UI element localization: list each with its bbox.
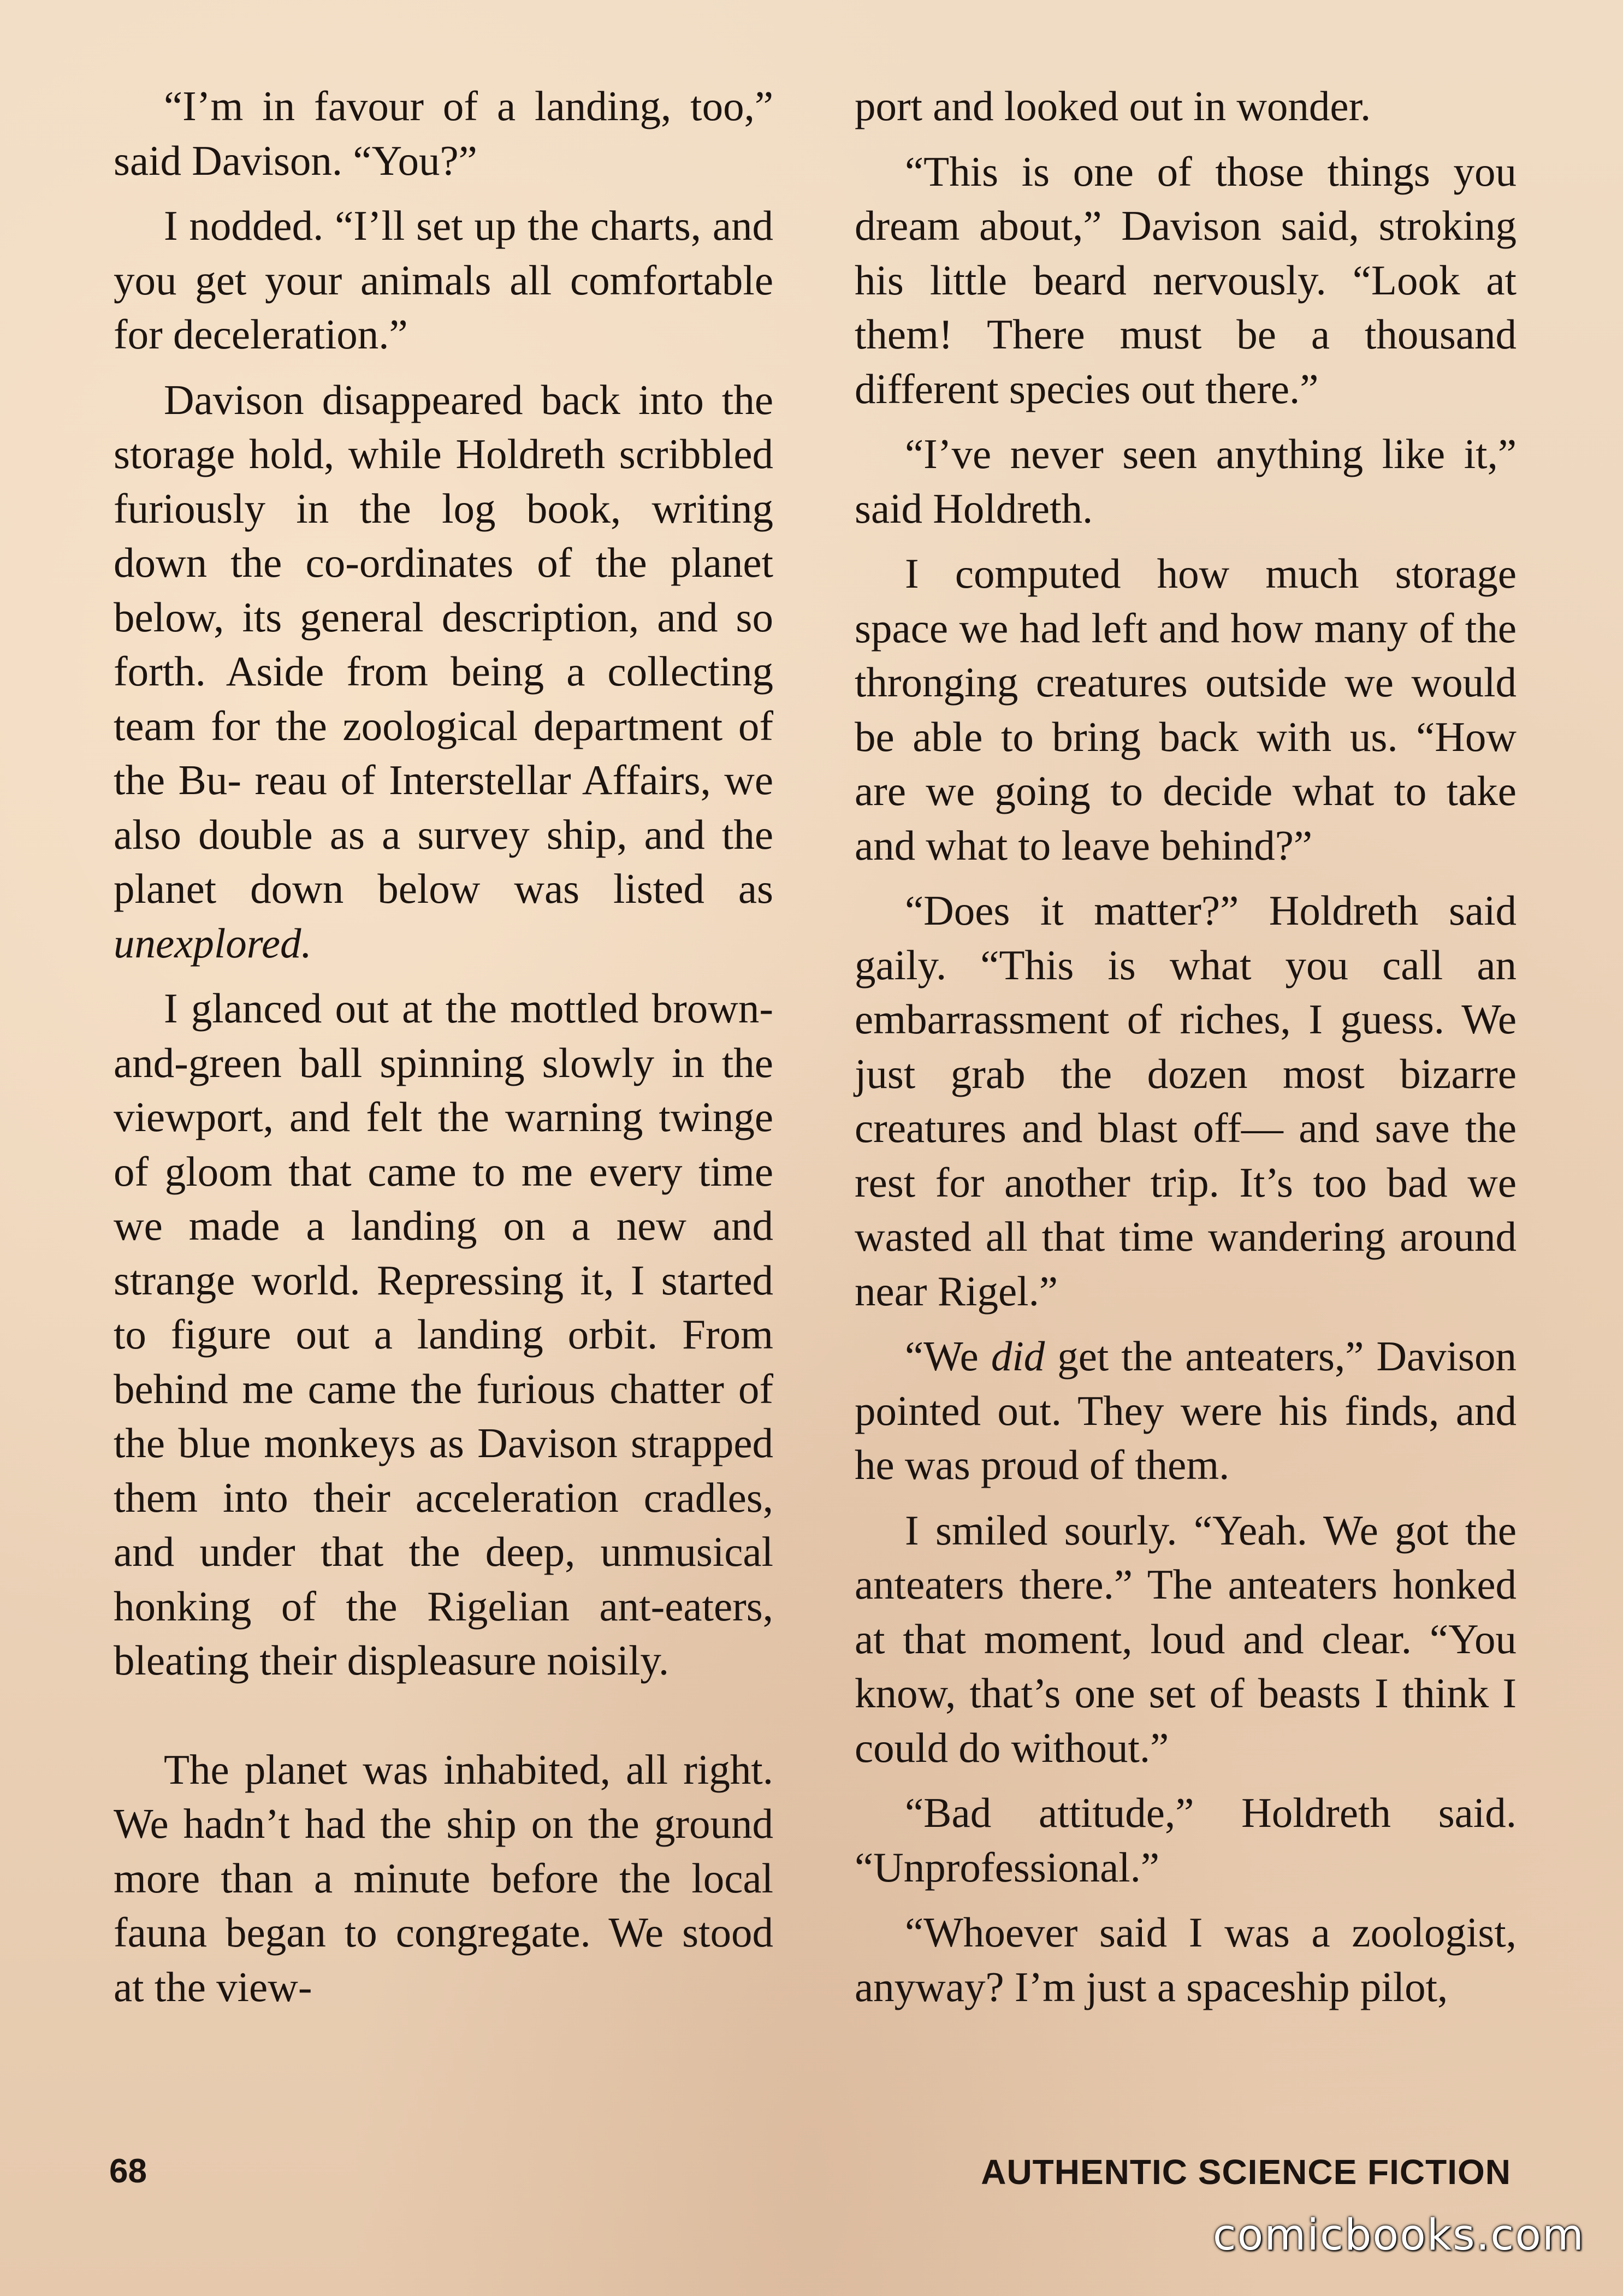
paragraph: “I’m in favour of a landing, too,” said Davison. “You?” bbox=[114, 82, 773, 184]
paragraph bbox=[114, 373, 773, 971]
paragraph: “This is one of those things you dream about,” Davison said, stroking his little beard nervously. “Look at them! There must be a thousand different species out there.” bbox=[855, 147, 1517, 412]
paragraph-text: “We bbox=[905, 1333, 979, 1380]
paragraph: “Bad attitude,” Holdreth said. “Unprofessional.” bbox=[855, 1789, 1517, 1891]
italic-word: did bbox=[991, 1333, 1045, 1380]
right-text-column bbox=[855, 79, 1517, 2025]
italic-word: unexplored. bbox=[114, 919, 312, 967]
paragraph: The planet was inhabited, all right. We hadn’t had the ship on the ground more than a minute before the local fauna began to congregate. We stood at the view- bbox=[114, 1745, 773, 2010]
paragraph: “Whoever said I was a zoologist, anyway? I’m just a spaceship pilot, bbox=[855, 1909, 1517, 2010]
paragraph: “I’ve never seen anything like it,” said Holdreth. bbox=[855, 430, 1517, 532]
paragraph: I glanced out at the mottled brown-and-green ball spinning slowly in the viewport, and felt the warning twinge of gloom that came to me every time we made a landing on a new and strange world. Repressing it, I started to figure out a landing orbit. From behind me came the furious chatter of the blue monkeys as Davison strapped them into their acceleration cradles, and under that the deep, unmusical honking of the Rigelian ant-eaters, bleating their displeasure noisily. bbox=[114, 985, 773, 1684]
paragraph: I nodded. “I’ll set up the charts, and you get your animals all comfortable for deceleration.” bbox=[114, 202, 773, 358]
paragraph: “Does it matter?” Holdreth said gaily. “This is what you call an embarrassment of riches, I guess. We just grab the dozen most bizarre creatures and blast off— and save the rest for another trip. It’s too bad we wasted all that time wandering around near Rigel.” bbox=[855, 887, 1517, 1315]
paragraph: I computed how much storage space we had left and how many of the thronging creatures outside we would be able to bring back with us. “How are we going to decide what to take and what to leave behind?” bbox=[855, 550, 1517, 869]
paragraph: I smiled sourly. “Yeah. We got the anteaters there.” The anteaters honked at that moment, loud and clear. “You know, that’s one set of beasts I think I could do without.” bbox=[855, 1506, 1517, 1771]
left-text-column bbox=[114, 79, 773, 2025]
watermark: comicbooks.com bbox=[1212, 2211, 1585, 2260]
paragraph-text: get the anteaters,” Davison pointed out. They were his finds, and he was proud of them. bbox=[855, 1333, 1517, 1488]
paragraph-text: Davison disappeared back into the storage hold, while Holdreth scribbled furiously in the log book, writing down the co-ordinates of the planet below, its general description, and so forth. Aside from being a collecting team for the zoological department of the Bu- reau of Interstellar Affairs, we also double as a survey ship, and the planet down below was listed as bbox=[114, 376, 773, 912]
publication-title: AUTHENTIC SCIENCE FICTION bbox=[981, 2152, 1511, 2192]
paragraph-continuation: port and looked out in wonder. bbox=[855, 82, 1371, 129]
page-number: 68 bbox=[109, 2152, 147, 2190]
paragraph bbox=[855, 1329, 1517, 1493]
